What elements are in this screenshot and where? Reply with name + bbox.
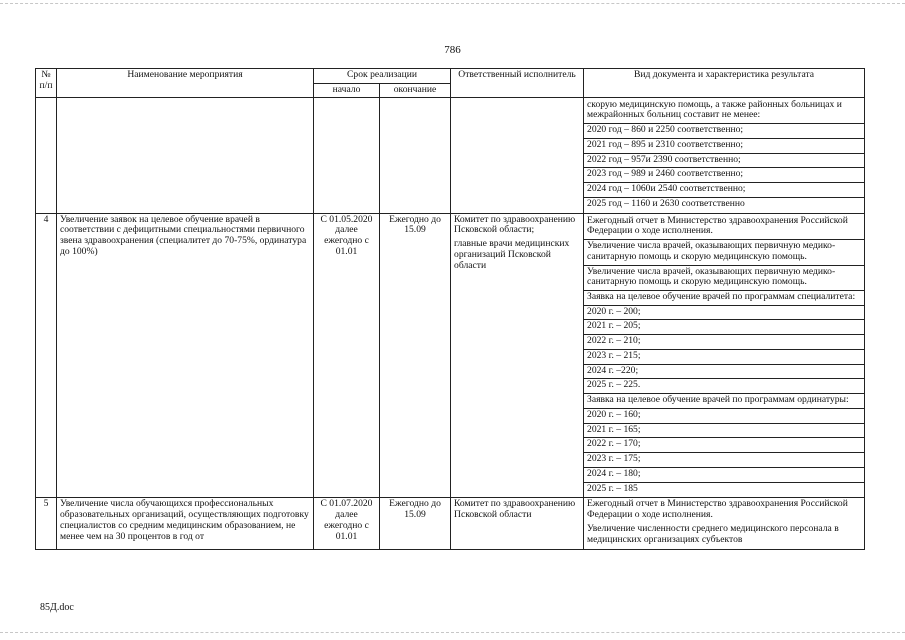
row5-responsible: Комитет по здравоохранению Псковской области — [451, 498, 584, 550]
result-line: 2020 г. – 160; — [584, 409, 864, 424]
result-line: Увеличение числа врачей, оказывающих первичную медико-санитарную помощь и скорую медицинскую помощь. — [584, 266, 864, 291]
row4-start: С 01.05.2020 далее ежегодно с 01.01 — [314, 213, 380, 498]
row5-end: Ежегодно до 15.09 — [380, 498, 451, 550]
header-end: окончание — [380, 84, 451, 98]
row5-num: 5 — [36, 498, 57, 550]
result-line: 2025 год – 1160 и 2630 соответственно — [587, 197, 745, 209]
scan-edge-top — [0, 3, 905, 4]
result-line: Заявка на целевое обучение врачей по программам специалитета: — [584, 291, 864, 306]
result-line: Увеличение числа врачей, оказывающих первичную медико-санитарную помощь и скорую медицинскую помощь. — [584, 240, 864, 265]
header-period: Срок реализации — [314, 69, 451, 84]
row5-result — [584, 498, 865, 550]
activities-table — [35, 68, 865, 550]
row0-start — [314, 97, 380, 213]
result-line: скорую медицинскую помощь, а также районных больницах и межрайонных больниц составит не менее: — [584, 99, 864, 124]
row4-responsible — [451, 213, 584, 498]
result-line: Ежегодный отчет в Министерство здравоохранения Российской Федерации о ходе исполнения. — [584, 215, 864, 240]
scan-edge-bottom — [0, 632, 905, 633]
result-line: 2025 г. – 185 — [587, 482, 638, 494]
result-line: Увеличение численности среднего медицинского персонала в медицинских организациях субъектов — [587, 522, 839, 545]
result-line: Заявка на целевое обучение врачей по программам ординатуры: — [584, 394, 864, 409]
header-start: начало — [314, 84, 380, 98]
table-header-row — [36, 69, 865, 84]
result-line: 2021 г. – 165; — [584, 424, 864, 439]
header-result: Вид документа и характеристика результата — [584, 69, 865, 98]
row0-num — [36, 97, 57, 213]
responsible-line: главные врачи медицинских организаций Псковской области — [454, 238, 570, 271]
table-row — [36, 498, 865, 550]
result-line: 2022 г. – 170; — [584, 438, 864, 453]
table-row — [36, 97, 865, 213]
row5-name: Увеличение числа обучающихся профессиональных образовательных организаций, осуществляющих подготовку специалистов со средним медицинским образованием, не менее чем на 30 процентов в год от — [57, 498, 314, 550]
result-line: 2024 г. – 180; — [584, 468, 864, 483]
row5-start: С 01.07.2020 далее ежегодно с 01.01 — [314, 498, 380, 550]
result-line: 2020 г. – 200; — [584, 306, 864, 321]
row4-name: Увеличение заявок на целевое обучение врачей в соответствии с дефицитными специальностями первичного звена здравоохранения (специалитет до 70-75%, ординатура до 100%) — [57, 213, 314, 498]
result-line: 2020 год – 860 и 2250 соответственно; — [584, 124, 864, 139]
responsible-line: Комитет по здравоохранению Псковской области; — [454, 213, 576, 236]
page-number: 786 — [444, 44, 461, 56]
row0-result — [584, 97, 865, 213]
result-line: 2024 год – 1060и 2540 соответственно; — [584, 183, 864, 198]
result-line: 2024 г. –220; — [584, 365, 864, 380]
result-line: 2021 год – 895 и 2310 соответственно; — [584, 139, 864, 154]
header-name: Наименование мероприятия — [57, 69, 314, 98]
result-line: 2025 г. – 225. — [584, 379, 864, 394]
header-responsible: Ответственный исполнитель — [451, 69, 584, 98]
table-row — [36, 213, 865, 498]
row0-name — [57, 97, 314, 213]
row4-num: 4 — [36, 213, 57, 498]
row4-end: Ежегодно до 15.09 — [380, 213, 451, 498]
result-line: 2021 г. – 205; — [584, 320, 864, 335]
result-line: 2023 г. – 215; — [584, 350, 864, 365]
row4-result — [584, 213, 865, 498]
header-num: № п/п — [36, 69, 57, 98]
result-line: 2023 год – 989 и 2460 соответственно; — [584, 168, 864, 183]
result-line: 2023 г. – 175; — [584, 453, 864, 468]
row0-end — [380, 97, 451, 213]
result-line: Ежегодный отчет в Министерство здравоохранения Российской Федерации о ходе исполнения. — [587, 498, 848, 521]
row0-responsible — [451, 97, 584, 213]
file-name-footer: 85Д.doc — [40, 602, 74, 613]
result-line: 2022 г. – 210; — [584, 335, 864, 350]
result-line: 2022 год – 957и 2390 соответственно; — [584, 154, 864, 169]
